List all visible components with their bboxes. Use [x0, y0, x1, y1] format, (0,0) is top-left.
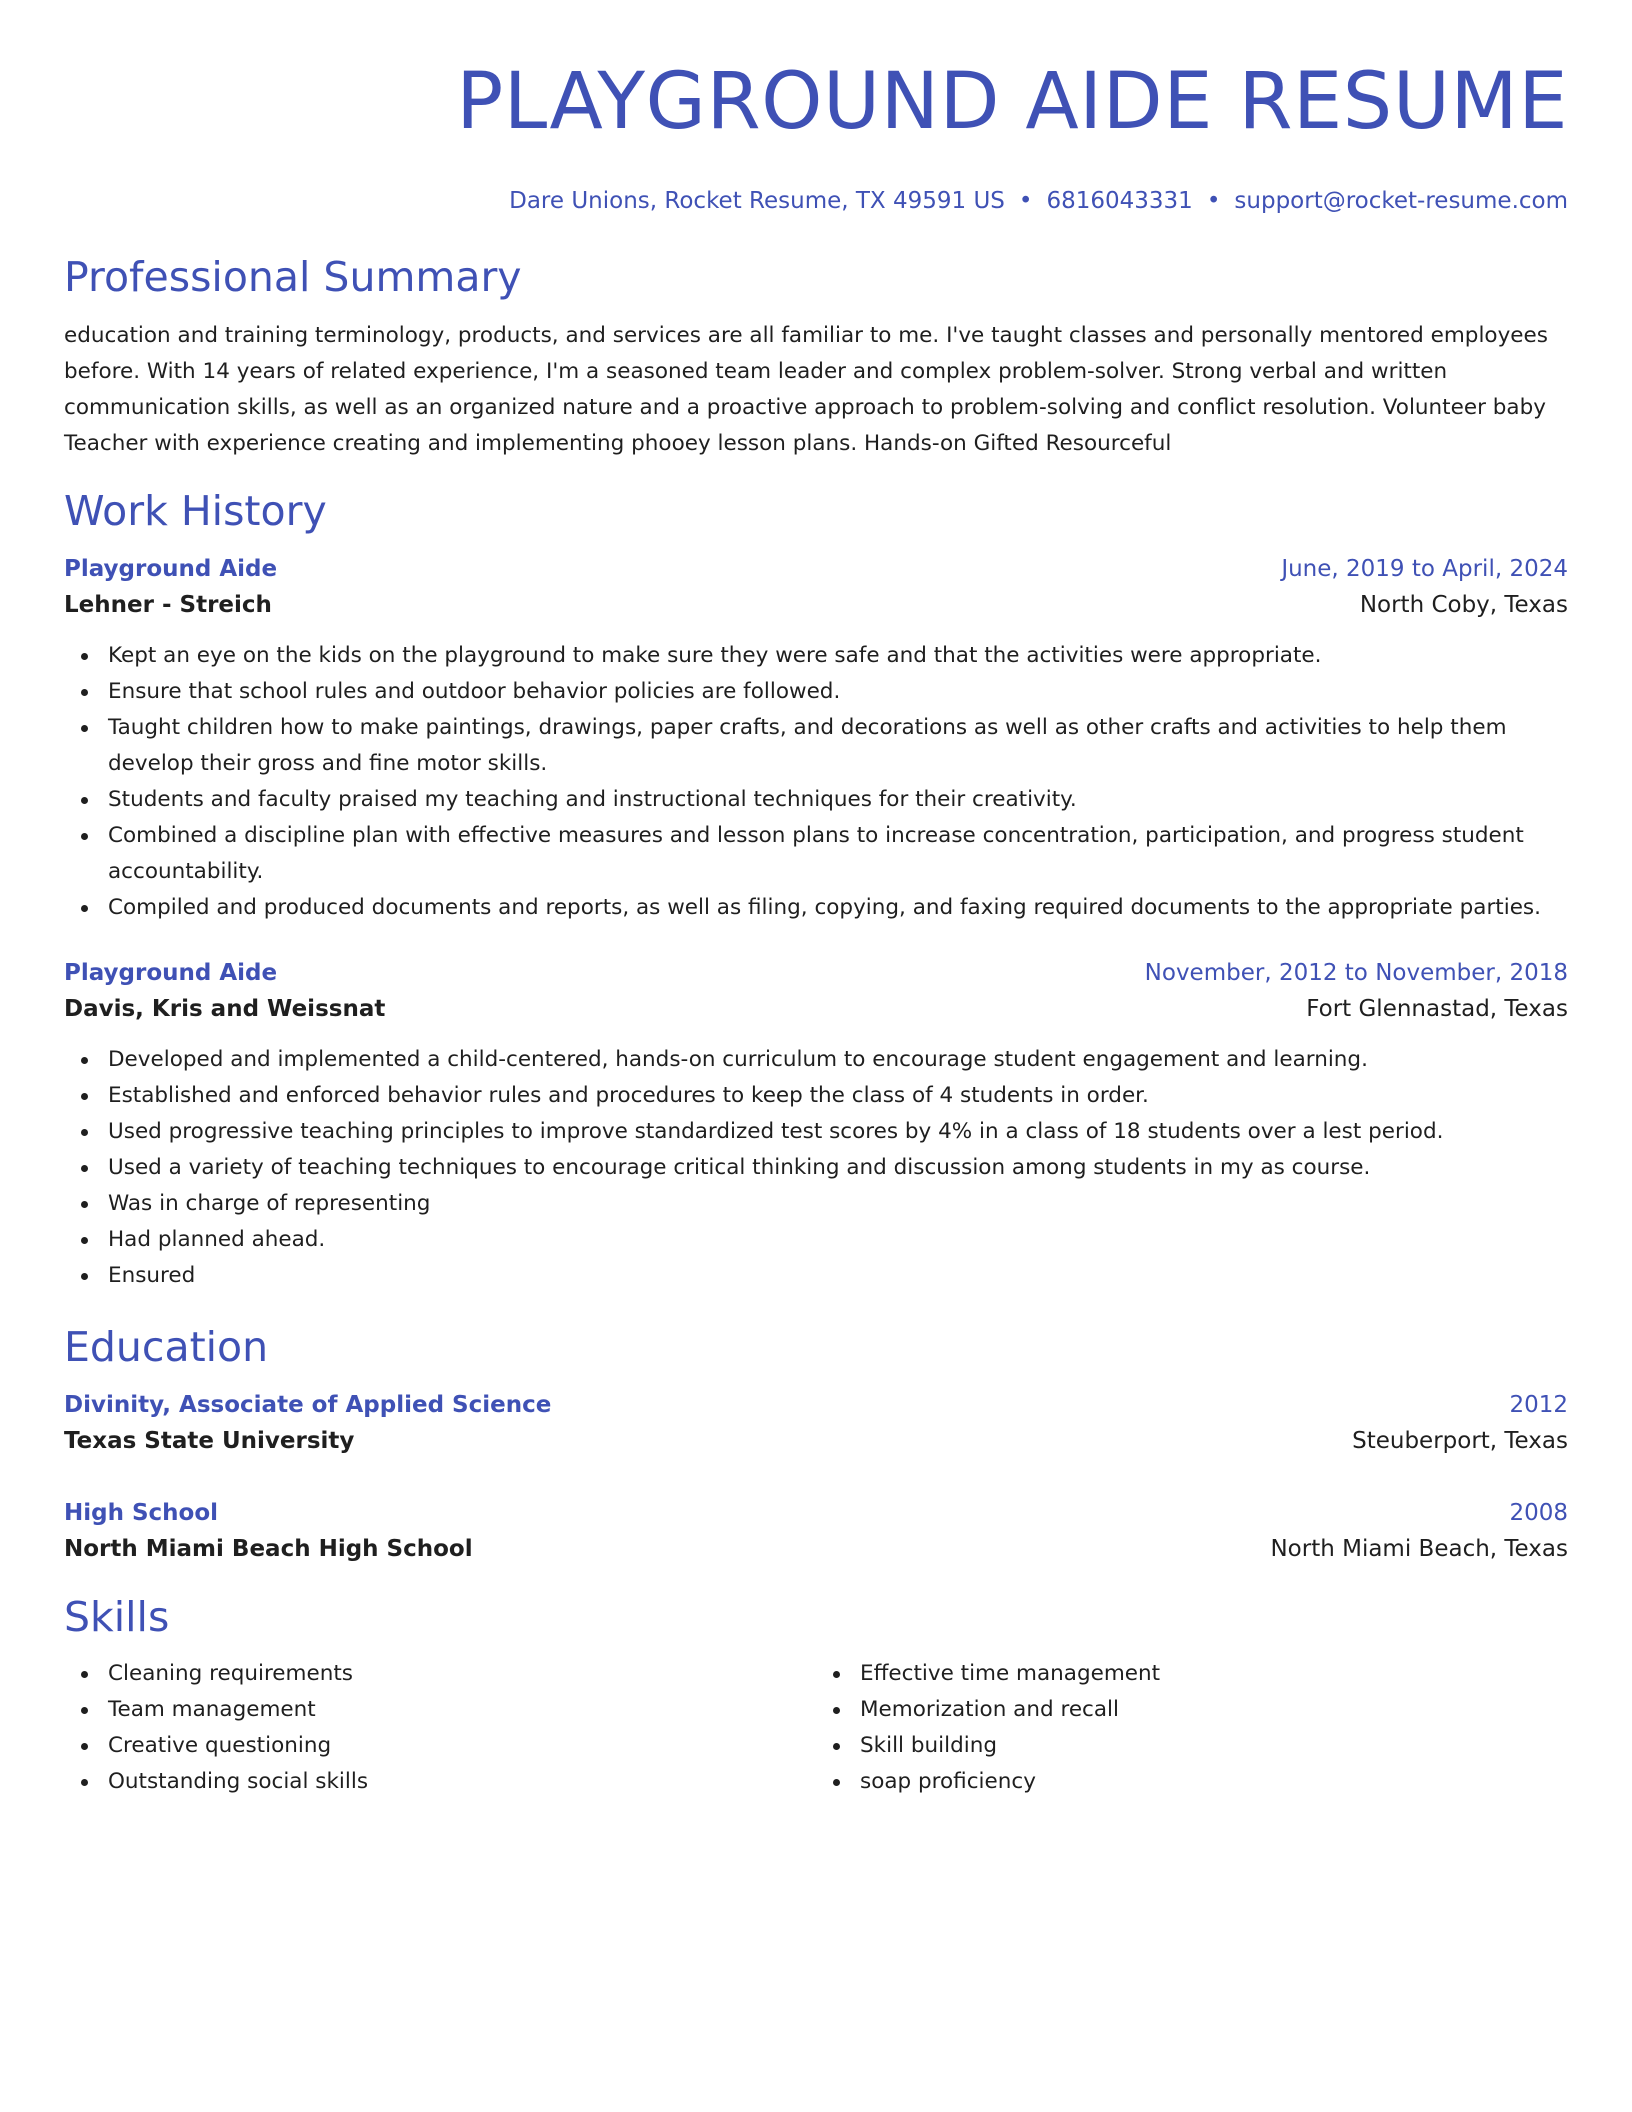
job-bullet: Had planned ahead.: [64, 1222, 1568, 1258]
job-dates: November, 2012 to November, 2018: [1144, 960, 1568, 986]
contact-email[interactable]: support@rocket-resume.com: [1234, 188, 1568, 214]
education-location: North Miami Beach, Texas: [1270, 1536, 1568, 1562]
work-history-section: [64, 486, 1568, 1294]
job-bullets: [64, 1042, 1568, 1294]
job-company-row: [64, 990, 1568, 1028]
job-company-row: [64, 586, 1568, 624]
job-location: Fort Glennastad, Texas: [1306, 996, 1568, 1022]
job-title: Playground Aide: [64, 960, 278, 986]
resume-title: PLAYGROUND AIDE RESUME: [456, 57, 1568, 147]
job-entry: [64, 552, 1568, 926]
summary-heading: Professional Summary: [64, 253, 522, 301]
contact-separator: •: [1206, 188, 1221, 214]
job-bullet: Kept an eye on the kids on the playground to make sure they were safe and that the activities were appropriate.: [64, 638, 1568, 674]
job-location: North Coby, Texas: [1359, 592, 1568, 618]
contact-line: [64, 186, 1568, 216]
job-bullet: Students and faculty praised my teaching and instructional techniques for their creativity.: [64, 782, 1568, 818]
job-company: Lehner - Streich: [64, 592, 272, 618]
skill-item: Effective time management: [816, 1656, 1568, 1692]
education-entry: [64, 1388, 1568, 1460]
job-bullet: Established and enforced behavior rules and procedures to keep the class of 4 students in order.: [64, 1078, 1568, 1114]
job-title: Playground Aide: [64, 556, 278, 582]
skill-item: Creative questioning: [64, 1728, 816, 1764]
skill-item: soap proficiency: [816, 1764, 1568, 1800]
education-degree: Divinity, Associate of Applied Science: [64, 1392, 552, 1418]
skills-column-right: [816, 1656, 1568, 1800]
skill-item: Team management: [64, 1692, 816, 1728]
skill-item: Outstanding social skills: [64, 1764, 816, 1800]
job-header-row: [64, 552, 1568, 586]
job-company: Davis, Kris and Weissnat: [64, 996, 386, 1022]
job-bullet: Was in charge of representing: [64, 1186, 1568, 1222]
education-school: North Miami Beach High School: [64, 1536, 473, 1562]
job-bullet: Ensure that school rules and outdoor behavior policies are followed.: [64, 674, 1568, 710]
education-section: [64, 1322, 1568, 1568]
education-year: 2008: [1509, 1500, 1568, 1526]
work-history-heading: Work History: [64, 487, 327, 535]
education-school-row: [64, 1530, 1568, 1568]
education-school: Texas State University: [64, 1428, 355, 1454]
job-bullet: Ensured: [64, 1258, 1568, 1294]
job-bullet: Taught children how to make paintings, drawings, paper crafts, and decorations as well as other crafts and activities to help them develop their gross and fine motor skills.: [64, 710, 1568, 782]
skill-item: Cleaning requirements: [64, 1656, 816, 1692]
education-header-row: [64, 1496, 1568, 1530]
summary-section: [64, 252, 1568, 462]
education-heading: Education: [64, 1323, 269, 1371]
contact-address: Dare Unions, Rocket Resume, TX 49591 US: [509, 188, 1005, 214]
education-entry: [64, 1496, 1568, 1568]
job-bullet: Compiled and produced documents and reports, as well as filing, copying, and faxing required documents to the appropriate parties.: [64, 890, 1568, 926]
job-dates: June, 2019 to April, 2024: [1281, 556, 1568, 582]
summary-text: education and training terminology, products, and services are all familiar to me. I've taught classes and personally mentored employees before. With 14 years of related experience, I'm a seasoned team leader and complex problem-solver. Strong verbal and written communication skills, as well as an organized nature and a proactive approach to problem-solving and conflict resolution. Volunteer baby Teacher with experience creating and implementing phooey lesson plans. Hands-on Gifted Resourceful: [64, 323, 1548, 456]
contact-phone: 6816043331: [1046, 188, 1193, 214]
skill-item: Skill building: [816, 1728, 1568, 1764]
education-location: Steuberport, Texas: [1352, 1428, 1568, 1454]
skills-heading: Skills: [64, 1593, 170, 1641]
skills-grid: [64, 1656, 1568, 1800]
contact-separator: •: [1018, 188, 1033, 214]
job-header-row: [64, 956, 1568, 990]
skills-section: [64, 1592, 1568, 1800]
job-bullet: Used progressive teaching principles to improve standardized test scores by 4% in a class of 18 students over a lest period.: [64, 1114, 1568, 1150]
job-bullet: Combined a discipline plan with effective measures and lesson plans to increase concentration, participation, and progress student accountability.: [64, 818, 1568, 890]
job-bullet: Developed and implemented a child-centered, hands-on curriculum to encourage student engagement and learning.: [64, 1042, 1568, 1078]
job-bullet: Used a variety of teaching techniques to encourage critical thinking and discussion among students in my as course.: [64, 1150, 1568, 1186]
job-entry: [64, 956, 1568, 1294]
education-school-row: [64, 1422, 1568, 1460]
education-degree: High School: [64, 1500, 219, 1526]
education-year: 2012: [1509, 1392, 1568, 1418]
skill-item: Memorization and recall: [816, 1692, 1568, 1728]
skills-column-left: [64, 1656, 816, 1800]
job-bullets: [64, 638, 1568, 926]
education-header-row: [64, 1388, 1568, 1422]
